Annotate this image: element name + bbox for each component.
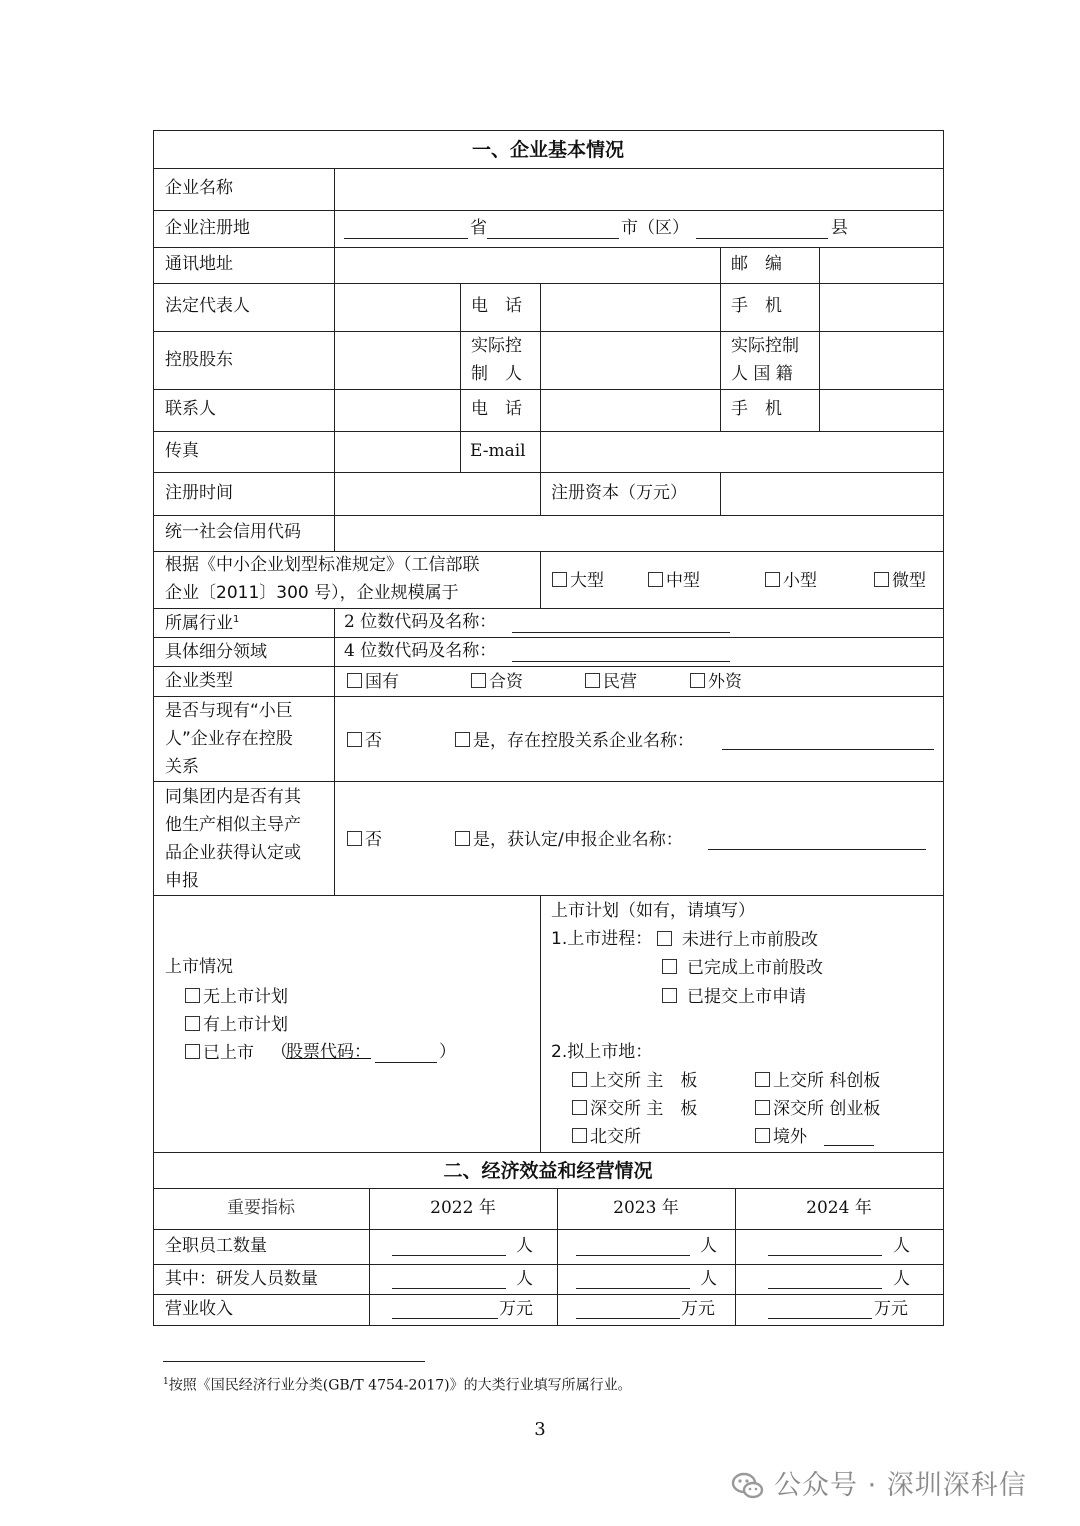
- revenue-2023-unit: 万元: [681, 1299, 715, 1319]
- reg-place-label: 企业注册地: [165, 218, 250, 238]
- plan-title: 上市计划（如有，请填写）: [551, 901, 755, 921]
- row-label-revenue: 营业收入: [165, 1299, 233, 1319]
- giant-yes-option[interactable]: 是，存在控股关系企业名称：: [455, 732, 694, 750]
- checkbox-icon[interactable]: [572, 1072, 587, 1087]
- ent-type-private[interactable]: 民营: [585, 673, 637, 691]
- employees-2023-blank[interactable]: [576, 1255, 690, 1256]
- plan-progress-option-2[interactable]: 已完成上市前股改: [662, 959, 823, 977]
- credit-code-field[interactable]: [336, 517, 942, 550]
- checkbox-icon[interactable]: [572, 1100, 587, 1115]
- checkbox-icon[interactable]: [690, 673, 705, 688]
- group-company-blank[interactable]: [708, 849, 926, 850]
- contact-phone-label: 电 话: [471, 399, 522, 419]
- venue-szse-gem[interactable]: 深交所 创业板: [755, 1100, 880, 1118]
- employees-2024-blank[interactable]: [768, 1255, 882, 1256]
- scale-label-1: 根据《中小企业划型标准规定》（工信部联: [165, 555, 480, 575]
- fax-label: 传真: [165, 441, 199, 461]
- listing-no-plan[interactable]: 无上市计划: [185, 988, 288, 1006]
- industry-value: 2 位数代码及名称：: [344, 612, 497, 632]
- contact-phone-field[interactable]: [542, 391, 719, 430]
- row-label-rd-staff: 其中：研发人员数量: [165, 1269, 318, 1289]
- group-label-2: 他生产相似主导产: [165, 815, 301, 835]
- checkbox-icon[interactable]: [662, 988, 677, 1003]
- actual-controller-label-1: 实际控: [471, 336, 522, 356]
- scale-option-large[interactable]: 大型: [552, 572, 604, 590]
- rd-2024-unit: 人: [893, 1269, 910, 1289]
- checkbox-icon[interactable]: [755, 1100, 770, 1115]
- year-header-2022: 2022 年: [430, 1198, 496, 1218]
- venue-sse-star[interactable]: 上交所 科创板: [755, 1072, 880, 1090]
- sub-field-value: 4 位数代码及名称：: [344, 641, 497, 661]
- employees-2022-blank[interactable]: [392, 1255, 506, 1256]
- rd-2023-unit: 人: [700, 1269, 717, 1289]
- revenue-2023-blank[interactable]: [576, 1318, 680, 1319]
- scale-option-micro[interactable]: 微型: [874, 572, 926, 590]
- checkbox-icon[interactable]: [455, 831, 470, 846]
- ent-type-jv[interactable]: 合资: [471, 673, 523, 691]
- province-text: 省: [470, 218, 487, 238]
- rd-2024-blank[interactable]: [768, 1288, 882, 1289]
- group-no-option[interactable]: 否: [347, 831, 382, 849]
- contact-mobile-field[interactable]: [821, 391, 942, 430]
- venue-overseas[interactable]: 境外: [755, 1128, 807, 1146]
- page-number: 3: [534, 1419, 546, 1440]
- email-label: E-mail: [470, 441, 526, 461]
- checkbox-icon[interactable]: [662, 959, 677, 974]
- postcode-label: 邮 编: [731, 254, 782, 274]
- giant-label-3: 关系: [165, 757, 199, 777]
- legal-rep-phone-field[interactable]: [542, 285, 719, 330]
- credit-code-label: 统一社会信用代码: [165, 522, 301, 542]
- wechat-logo-icon: [730, 1468, 766, 1504]
- checkbox-icon[interactable]: [471, 673, 486, 688]
- group-yes-option[interactable]: 是，获认定/申报企业名称：: [455, 831, 683, 849]
- footnote: $^1$按照《国民经济行业分类(GB/T 4754-2017)》的大类行业填写所属行业。: [163, 1377, 632, 1394]
- section1-title: 一、企业基本情况: [471, 139, 624, 161]
- revenue-2024-unit: 万元: [874, 1299, 908, 1319]
- contact-mobile-label: 手 机: [731, 399, 782, 419]
- checkbox-icon[interactable]: [347, 831, 362, 846]
- indicator-header: 重要指标: [227, 1198, 295, 1218]
- checkbox-icon[interactable]: [347, 732, 362, 747]
- scale-option-medium[interactable]: 中型: [648, 572, 700, 590]
- checkbox-icon[interactable]: [585, 673, 600, 688]
- actual-controller-field[interactable]: [542, 333, 719, 388]
- group-label-4: 申报: [165, 871, 199, 891]
- checkbox-icon[interactable]: [874, 572, 889, 587]
- checkbox-icon[interactable]: [755, 1072, 770, 1087]
- industry-blank[interactable]: [512, 632, 730, 633]
- giant-label-2: 人”企业存在控股: [165, 729, 293, 749]
- legal-rep-label: 法定代表人: [165, 296, 250, 316]
- city-blank[interactable]: [487, 238, 619, 239]
- scale-label-2: 企业〔2011〕300 号），企业规模属于: [165, 583, 459, 603]
- legal-rep-mobile-label: 手 机: [731, 296, 782, 316]
- controller-shareholder-label: 控股股东: [165, 350, 233, 370]
- revenue-2022-blank[interactable]: [392, 1318, 498, 1319]
- checkbox-icon[interactable]: [648, 572, 663, 587]
- reg-time-label: 注册时间: [165, 483, 233, 503]
- stock-code-label: 股票代码：: [286, 1042, 371, 1062]
- scale-option-small[interactable]: 小型: [765, 572, 817, 590]
- controller-shareholder-field[interactable]: [336, 333, 459, 388]
- checkbox-icon[interactable]: [185, 1016, 200, 1031]
- rd-2022-blank[interactable]: [392, 1288, 506, 1289]
- giant-label-1: 是否与现有“小巨: [165, 701, 293, 721]
- rd-2023-blank[interactable]: [576, 1288, 690, 1289]
- plan-progress-label: 1.上市进程：: [551, 929, 653, 949]
- giant-company-blank[interactable]: [722, 749, 934, 750]
- overseas-blank[interactable]: [824, 1145, 874, 1146]
- stock-code-close: ）: [439, 1042, 456, 1062]
- listing-label: 上市情况: [165, 957, 233, 977]
- reg-time-field[interactable]: [336, 474, 539, 514]
- employees-2022-unit: 人: [516, 1236, 533, 1256]
- listing-listed[interactable]: 已上市: [185, 1044, 254, 1062]
- county-blank[interactable]: [696, 238, 828, 239]
- ent-type-state[interactable]: 国有: [347, 673, 399, 691]
- checkbox-icon[interactable]: [455, 732, 470, 747]
- listing-has-plan[interactable]: 有上市计划: [185, 1016, 288, 1034]
- legal-rep-phone-label: 电 话: [471, 296, 522, 316]
- reg-capital-field[interactable]: [722, 474, 942, 514]
- controller-nationality-label-2: 人 国 籍: [731, 364, 793, 384]
- checkbox-icon[interactable]: [185, 1044, 200, 1059]
- province-blank[interactable]: [344, 238, 468, 239]
- giant-no-option[interactable]: 否: [347, 732, 382, 750]
- company-name-label: 企业名称: [165, 178, 233, 198]
- checkbox-icon[interactable]: [765, 572, 780, 587]
- footnote-separator: [163, 1361, 425, 1362]
- checkbox-icon[interactable]: [755, 1128, 770, 1143]
- legal-rep-mobile-field[interactable]: [821, 285, 942, 330]
- address-label: 通讯地址: [165, 254, 233, 274]
- email-field[interactable]: [542, 433, 942, 471]
- employees-2023-unit: 人: [700, 1236, 717, 1256]
- controller-nationality-label-1: 实际控制: [731, 336, 799, 356]
- revenue-2024-blank[interactable]: [768, 1318, 872, 1319]
- checkbox-icon[interactable]: [572, 1128, 587, 1143]
- sub-field-label: 具体细分领域: [165, 642, 267, 662]
- watermark-text: 公众号 · 深圳深科信: [774, 1470, 1027, 1501]
- ent-type-label: 企业类型: [165, 671, 233, 691]
- reg-capital-label: 注册资本（万元）: [551, 483, 687, 503]
- section2-title: 二、经济效益和经营情况: [443, 1160, 653, 1182]
- address-field[interactable]: [336, 249, 718, 282]
- employees-2024-unit: 人: [893, 1236, 910, 1256]
- stock-code-blank[interactable]: [375, 1062, 437, 1063]
- actual-controller-label-2: 制 人: [471, 364, 522, 384]
- year-header-2024: 2024 年: [806, 1198, 872, 1218]
- rd-2022-unit: 人: [516, 1269, 533, 1289]
- stock-code-open: （: [271, 1042, 288, 1062]
- venue-bse[interactable]: 北交所: [572, 1128, 641, 1146]
- group-label-1: 同集团内是否有其: [165, 787, 301, 807]
- venue-szse-main[interactable]: 深交所 主 板: [572, 1100, 697, 1118]
- postcode-field[interactable]: [821, 249, 942, 282]
- venue-sse-main[interactable]: 上交所 主 板: [572, 1072, 697, 1090]
- industry-label: 所属行业$^1$: [165, 613, 240, 634]
- contact-label: 联系人: [165, 399, 216, 419]
- city-text: 市（区）: [621, 218, 689, 238]
- plan-progress-option-3[interactable]: 已提交上市申请: [662, 988, 806, 1006]
- checkbox-icon[interactable]: [347, 673, 362, 688]
- revenue-2022-unit: 万元: [499, 1299, 533, 1319]
- year-header-2023: 2023 年: [613, 1198, 679, 1218]
- legal-rep-field[interactable]: [336, 285, 459, 330]
- checkbox-icon[interactable]: [185, 988, 200, 1003]
- company-name-field[interactable]: [336, 170, 942, 209]
- contact-field[interactable]: [336, 391, 459, 430]
- plan-progress-option-1[interactable]: 未进行上市前股改: [657, 931, 818, 949]
- county-text: 县: [831, 218, 848, 238]
- row-label-employees: 全职员工数量: [165, 1236, 267, 1256]
- fax-field[interactable]: [336, 433, 459, 471]
- controller-nationality-field[interactable]: [821, 333, 942, 388]
- ent-type-foreign[interactable]: 外资: [690, 673, 742, 691]
- sub-field-blank[interactable]: [512, 661, 730, 662]
- checkbox-icon[interactable]: [552, 572, 567, 587]
- group-label-3: 品企业获得认定或: [165, 843, 301, 863]
- plan-venue-label: 2.拟上市地：: [551, 1042, 653, 1062]
- checkbox-icon[interactable]: [657, 931, 672, 946]
